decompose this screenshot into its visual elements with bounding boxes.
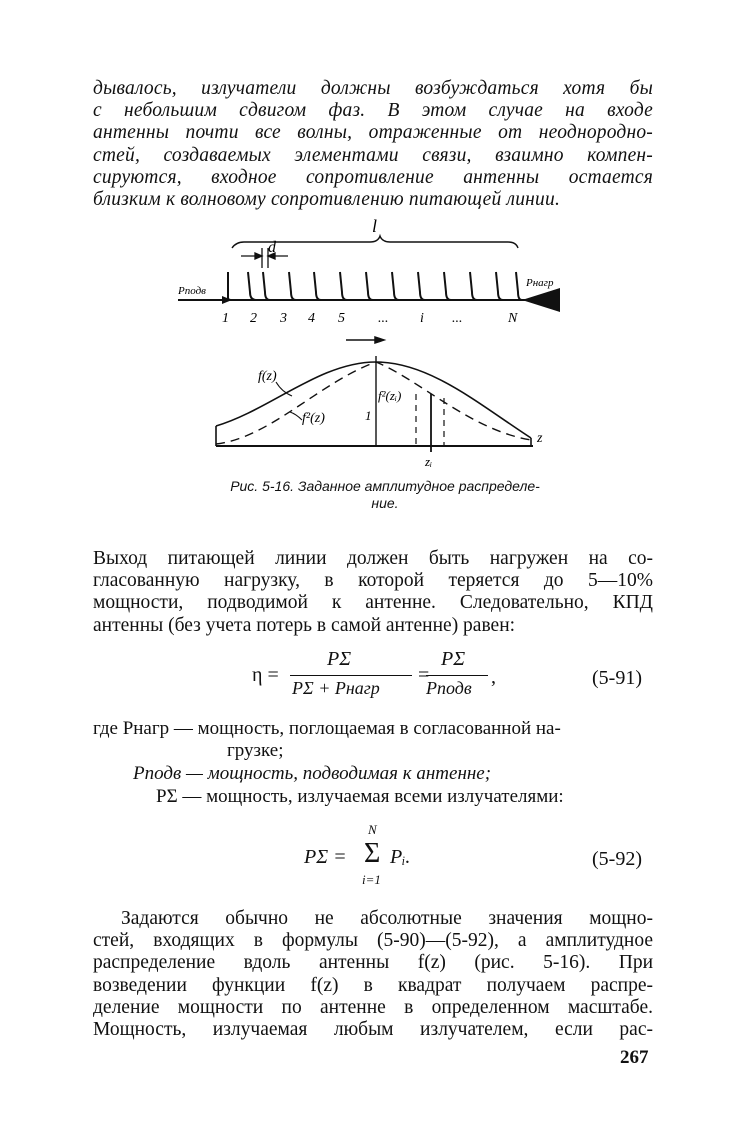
label-p-load: Pнагр	[526, 277, 554, 289]
matched-load	[522, 288, 560, 312]
eq-comma: ,	[491, 666, 496, 688]
text-line: стей, создаваемых элементами связи, взаимно компен-	[93, 144, 653, 166]
fraction-bar	[290, 675, 412, 676]
fraction-bar	[426, 675, 488, 676]
label-z: z	[537, 431, 543, 446]
label-one: 1	[365, 408, 372, 423]
caption-line: ние.	[371, 495, 399, 511]
element-number: i	[420, 311, 424, 326]
eq-numerator-1: PΣ	[327, 648, 352, 670]
figure-amplitude-distribution	[0, 0, 756, 480]
label-f2-curve: f²(z)	[302, 411, 325, 426]
direction-arrow	[346, 337, 384, 343]
figure-caption	[175, 478, 595, 512]
text-line: деление мощности по антенне в определенном масштабе.	[93, 996, 653, 1018]
eq-lhs: PΣ =	[304, 846, 347, 868]
element-number: 4	[308, 311, 315, 326]
text-line: антенны (без учета потерь в самой антенне) равен:	[93, 614, 516, 636]
eq-numerator-2: PΣ	[441, 648, 466, 670]
text-line: гласованную нагрузку, в которой теряется до 5—10%	[93, 570, 653, 592]
definition-p-sigma: PΣ — мощность, излучаемая всеми излучателями:	[156, 786, 564, 807]
element-number: 2	[250, 311, 257, 326]
label-l: l	[372, 216, 378, 236]
caption-line: Рис. 5-16. Заданное амплитудное распределе-	[230, 478, 540, 494]
text-line: возведении функции f(z) в квадрат получаем распре-	[93, 974, 653, 996]
text-line: мощности, подводимой к антенне. Следовательно, КПД	[93, 592, 653, 614]
text-line: Задаются обычно не абсолютные значения мощно-	[121, 908, 653, 929]
eq-denominator-2: Pподв	[426, 678, 472, 698]
eq-term: Pᵢ.	[390, 846, 411, 868]
definition-p-load: где Pнагр — мощность, поглощаемая в согласованной на-	[93, 718, 561, 739]
element-number: 1	[222, 311, 229, 326]
equation-number: (5-92)	[592, 848, 642, 870]
eq-lower-limit: i=1	[362, 872, 381, 887]
dimension-d	[241, 248, 288, 268]
text-line: антенны почти все волны, отраженные от неоднородно-	[93, 122, 653, 144]
label-f2-zi: f²(zᵢ)	[378, 388, 402, 403]
eq-sigma: Σ	[364, 838, 381, 869]
element-number: 5	[338, 311, 345, 326]
label-d: d	[268, 239, 276, 256]
text-line: Мощность, излучаемая любым излучателем, если рас-	[93, 1019, 653, 1041]
definition-p-input: Pподв — мощность, подводимая к антенне;	[133, 763, 492, 784]
eq-eta: η =	[252, 664, 279, 686]
radiators	[228, 272, 522, 300]
eq-denominator-1: PΣ + Pнагр	[292, 678, 380, 698]
eq-equals: =	[418, 664, 430, 686]
element-number: N	[508, 311, 518, 326]
text-line: близким к волновому сопротивлению питающей линии.	[93, 189, 561, 211]
element-numbers	[222, 311, 518, 326]
label-p-input: Pподв	[178, 285, 206, 297]
definition-p-load-cont: грузке;	[227, 740, 284, 761]
text-line: распределение вдоль антенны f(z) (рис. 5-16). При	[93, 952, 653, 974]
equation-number: (5-91)	[592, 667, 642, 689]
text-line: дывалось, излучатели должны возбуждаться хотя бы	[93, 78, 653, 99]
element-number: ...	[452, 311, 463, 326]
text-line: с небольшим сдвигом фаз. В этом случае на входе	[93, 100, 653, 122]
element-number: ...	[378, 311, 389, 326]
paragraph-efficiency	[93, 548, 653, 637]
page-number: 267	[620, 1047, 649, 1068]
text-line: сируются, входное сопротивление антенны остается	[93, 166, 653, 188]
text-line: Выход питающей линии должен быть нагружен на со-	[93, 548, 653, 569]
eq-upper-limit: N	[368, 822, 377, 837]
paragraph-distribution	[93, 908, 653, 1041]
label-zi: zᵢ	[425, 454, 433, 469]
text-line: стей, входящих в формулы (5-90)—(5-92), а амплитудное	[93, 930, 653, 952]
element-number: 3	[280, 311, 287, 326]
label-f-curve: f(z)	[258, 369, 277, 384]
